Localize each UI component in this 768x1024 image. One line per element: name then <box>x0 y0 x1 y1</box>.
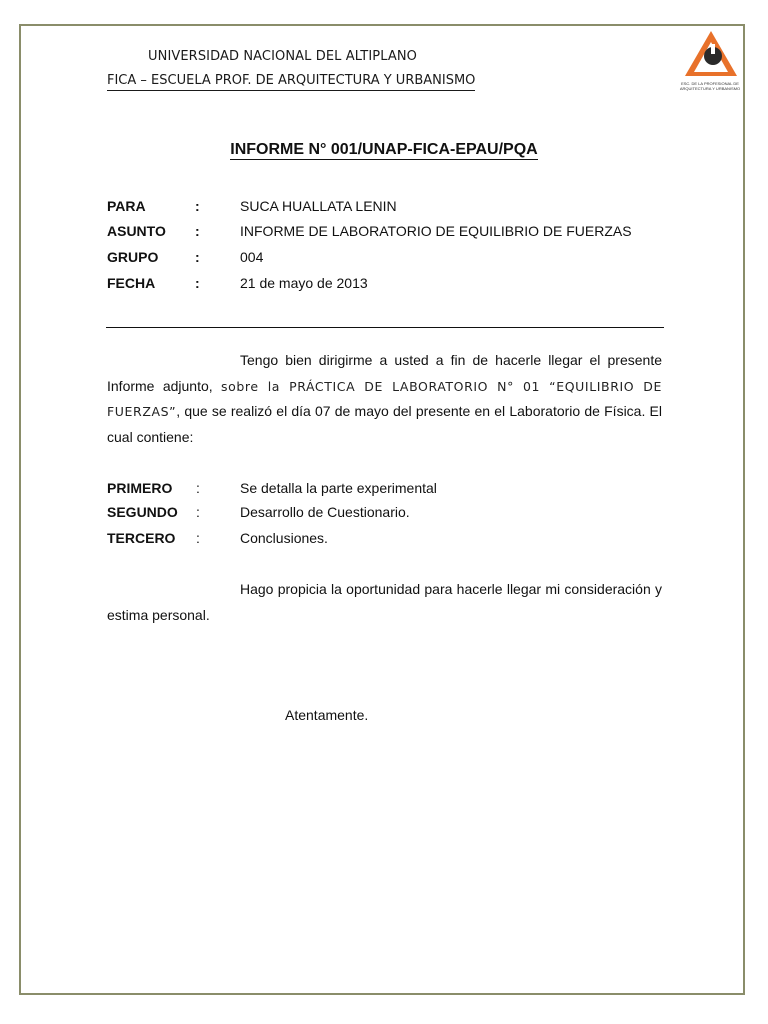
university-name: UNIVERSIDAD NACIONAL DEL ALTIPLANO <box>148 49 417 64</box>
meta-label: FECHA <box>107 275 156 291</box>
item-colon: : <box>196 504 200 520</box>
item-label: TERCERO <box>107 530 176 546</box>
divider <box>106 327 664 328</box>
meta-value: 21 de mayo de 2013 <box>240 275 368 291</box>
meta-value: SUCA HUALLATA LENIN <box>240 198 397 214</box>
item-value: Se detalla la parte experimental <box>240 480 437 496</box>
item-colon: : <box>196 530 200 546</box>
meta-colon: : <box>195 198 200 214</box>
meta-value: 004 <box>240 249 264 265</box>
item-value: Desarrollo de Cuestionario. <box>240 504 410 520</box>
meta-colon: : <box>195 275 200 291</box>
logo-caption: ESC. DE LA PROFESIONAL DE ARQUITECTURA Y URBANISMO <box>679 81 741 91</box>
intro-text-3: , que se realizó el día 07 de mayo del presente en el Laboratorio de Física. El cual contiene: <box>107 403 662 445</box>
meta-label: PARA <box>107 198 146 214</box>
school-name: FICA – ESCUELA PROF. DE ARQUITECTURA Y URBANISMO <box>107 73 475 91</box>
intro-text-1: Tengo bien dirigirme a usted a fin de hacerle llegar el presente Informe adjunto, <box>107 352 662 394</box>
item-value: Conclusiones. <box>240 530 328 546</box>
meta-label: GRUPO <box>107 249 159 265</box>
intro-text-2: sobre la PRÁCTICA DE LABORATORIO N° 01 “EQUILIBRIO DE FUERZAS” <box>107 378 663 419</box>
meta-label: ASUNTO <box>107 223 166 239</box>
item-colon: : <box>196 480 200 496</box>
report-title: INFORME N° 001/UNAP-FICA-EPAU/PQA <box>230 141 538 158</box>
item-label: SEGUNDO <box>107 504 178 520</box>
meta-colon: : <box>195 223 200 239</box>
intro-paragraph <box>107 348 662 450</box>
meta-colon: : <box>195 249 200 265</box>
meta-value: INFORME DE LABORATORIO DE EQUILIBRIO DE FUERZAS <box>240 223 632 239</box>
item-label: PRIMERO <box>107 480 173 496</box>
closing-paragraph <box>107 577 662 628</box>
signoff: Atentamente. <box>285 707 369 723</box>
closing-text: Hago propicia la oportunidad para hacerle llegar mi consideración y estima personal. <box>107 581 662 623</box>
